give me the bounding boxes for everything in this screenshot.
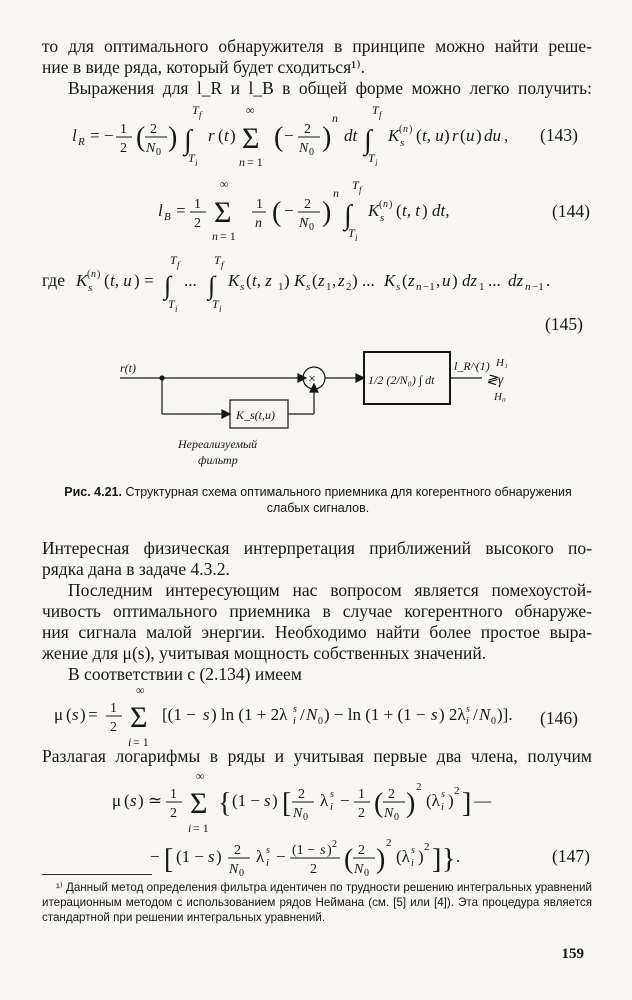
text-line: ние в виде ряда, который будет сходиться¹⁾. (42, 57, 366, 77)
svg-text:−: − (150, 847, 160, 866)
svg-text:i: i (188, 821, 192, 835)
equation-number-145: (145) (545, 314, 583, 334)
multiplier-symbol: × (308, 372, 316, 387)
svg-text:i: i (375, 158, 378, 168)
equation-147 (110, 770, 550, 882)
svg-text:= 1: = 1 (220, 229, 236, 243)
svg-text:z: z (408, 271, 415, 290)
svg-text:): ) (418, 847, 424, 866)
svg-text:): ) (352, 271, 358, 290)
svg-text:1: 1 (326, 281, 332, 293)
svg-text:s: s (264, 791, 271, 810)
svg-text:2: 2 (298, 787, 305, 802)
svg-text:.: . (546, 271, 551, 290)
svg-text:z: z (318, 271, 325, 290)
svg-text:1: 1 (278, 281, 284, 293)
svg-text:T: T (352, 178, 359, 192)
svg-text:T: T (214, 253, 221, 267)
svg-text:∫: ∫ (164, 271, 172, 300)
svg-text:(λ: (λ (426, 791, 440, 810)
input-label: r(t) (120, 361, 136, 375)
svg-text:=: = (176, 201, 186, 220)
svg-text:): ) (80, 705, 86, 724)
svg-text:i: i (466, 716, 469, 727)
figure-caption (62, 484, 574, 516)
svg-text:(: ( (66, 705, 72, 724)
svg-text:n: n (255, 216, 262, 231)
svg-text:.: . (456, 847, 461, 866)
svg-text:t: t (224, 126, 229, 145)
svg-text:0: 0 (309, 147, 314, 158)
svg-text:(: ( (379, 199, 383, 210)
svg-text:(: ( (396, 201, 402, 220)
svg-text:=: = (88, 705, 98, 724)
svg-text:K: K (384, 271, 396, 290)
text-line: чивость оптимального приемника в случае когерентного обнаруже- (42, 601, 592, 621)
svg-text:= −: = − (90, 126, 114, 145)
svg-text:2: 2 (346, 281, 352, 293)
svg-text:2: 2 (170, 806, 177, 821)
svg-text:∞: ∞ (136, 684, 145, 697)
svg-text:r: r (208, 126, 215, 145)
paragraph-interpretation (42, 538, 592, 580)
svg-text:0: 0 (309, 222, 314, 233)
svg-text:i: i (219, 304, 222, 314)
svg-text:N: N (299, 141, 309, 156)
svg-text:B: B (164, 211, 171, 223)
svg-text:{: { (218, 788, 232, 819)
output-label: l_R^(1) (454, 359, 490, 373)
svg-text:−: − (284, 201, 294, 220)
svg-text:T: T (168, 297, 175, 311)
svg-text:t, u: t, u (110, 271, 132, 290)
svg-text:Σ: Σ (130, 701, 148, 734)
equation-number-144: (144) (552, 201, 590, 221)
svg-text:2: 2 (454, 785, 460, 797)
svg-text:): ) (284, 271, 290, 290)
text-line: Последним интересующим нас вопросом является помехоустой- (68, 580, 592, 600)
svg-text:/: / (300, 705, 305, 724)
svg-text:i: i (441, 802, 444, 813)
svg-text:2: 2 (194, 216, 201, 231)
svg-text:)].: )]. (497, 705, 513, 724)
svg-text:Σ: Σ (242, 122, 260, 155)
svg-text:2: 2 (386, 837, 392, 849)
integrator-label: 1/2 (2/N₀) ∫ dt (368, 373, 435, 387)
decision-h0: H₀ (494, 391, 506, 403)
svg-text:s: s (396, 281, 401, 293)
equation-144 (150, 176, 470, 252)
svg-text:0: 0 (364, 868, 369, 879)
svg-text:n: n (332, 111, 338, 125)
svg-text:(: ( (124, 791, 130, 810)
paragraph-continuation (42, 36, 592, 78)
text-line: Разлагая логарифмы в ряды и учитывая первые два члена, получим (42, 746, 592, 766)
svg-text:s: s (88, 282, 93, 294)
svg-text:1: 1 (120, 122, 127, 137)
svg-text:n: n (333, 186, 339, 200)
svg-text:): ) (422, 201, 428, 220)
svg-text:): ) (409, 124, 413, 135)
svg-text:(: ( (104, 271, 110, 290)
svg-text:0: 0 (303, 812, 308, 823)
text-line: жение для μ(s), учитывая мощность собственных значений. (42, 643, 487, 663)
svg-text:,: , (332, 271, 337, 290)
svg-text:∞: ∞ (246, 103, 255, 117)
svg-text:): ) (230, 126, 236, 145)
svg-text:λ: λ (256, 847, 265, 866)
svg-text:1: 1 (194, 197, 201, 212)
svg-text:2: 2 (358, 843, 365, 858)
svg-text:...: ... (362, 271, 375, 290)
svg-text:(: ( (374, 788, 384, 819)
svg-text:): ) (322, 197, 332, 228)
svg-text:T: T (368, 151, 375, 165)
svg-text:∫: ∫ (208, 271, 216, 300)
svg-text:T: T (348, 226, 355, 240)
svg-text:}: } (442, 844, 456, 875)
svg-text:i: i (411, 858, 414, 869)
svg-text:0: 0 (318, 716, 323, 727)
svg-text:du: du (484, 126, 501, 145)
svg-text:(: ( (87, 269, 91, 280)
svg-text:i: i (195, 158, 198, 168)
svg-text:2: 2 (358, 806, 365, 821)
svg-text:T: T (372, 103, 379, 117)
svg-text:t, t: t, t (402, 201, 420, 220)
svg-text:f: f (221, 260, 224, 270)
svg-text:s: s (441, 789, 445, 800)
svg-text:t, z: t, z (252, 271, 272, 290)
paragraph-expressions-intro (42, 78, 592, 99)
svg-text:s: s (330, 789, 334, 800)
footnote-text: Данный метод определения фильтра идентичен по трудности решению интегральных уравнений итерационным методом с использованием рядов Неймана (см. [5] или [4]). Эта процедура является стандартной при решении интегральных уравнений. (42, 881, 592, 924)
svg-text:−: − (276, 847, 286, 866)
svg-text:2: 2 (416, 781, 422, 793)
paragraph-according-to: В соответствии с (2.134) имеем (68, 664, 302, 684)
svg-text:T: T (192, 103, 199, 117)
svg-text:(: ( (218, 126, 224, 145)
svg-text:0: 0 (491, 716, 496, 727)
svg-text:(: ( (272, 197, 282, 228)
svg-text:) 2λ: ) 2λ (439, 705, 466, 724)
svg-text:t, u: t, u (422, 126, 444, 145)
svg-text:N: N (299, 216, 309, 231)
svg-text:μ: μ (54, 705, 64, 724)
equation-number-146: (146) (540, 708, 578, 728)
svg-text:): ) (97, 269, 101, 280)
text-line: то для оптимального обнаружителя в принципе можно найти реше- (42, 36, 592, 56)
svg-text:N: N (479, 705, 491, 724)
svg-text:) ≃: ) ≃ (138, 791, 163, 810)
text-line: ния сигнала малой энергии. Необходимо найти более простое выра- (42, 622, 592, 642)
svg-text:T: T (212, 297, 219, 311)
footnote (42, 880, 592, 925)
svg-text:T: T (170, 253, 177, 267)
svg-text:T: T (188, 151, 195, 165)
svg-text:2: 2 (304, 197, 311, 212)
svg-text:∫: ∫ (344, 200, 352, 231)
svg-text:∫: ∫ (364, 125, 372, 156)
svg-text:−: − (284, 126, 294, 145)
svg-text:Σ: Σ (214, 196, 232, 229)
svg-text:f: f (379, 110, 382, 120)
svg-text:N: N (384, 806, 394, 821)
svg-text:N: N (229, 862, 239, 877)
footnote-marker: ¹⁾ (56, 881, 63, 894)
svg-text:−: − (340, 791, 350, 810)
svg-text:): ) (322, 122, 332, 153)
svg-text:= 1: = 1 (193, 821, 209, 835)
svg-text:dt,: dt, (432, 201, 450, 220)
text-line: рядка дана в задаче 4.3.2. (42, 559, 230, 579)
svg-text:=: = (144, 271, 154, 290)
svg-text:0: 0 (239, 868, 244, 879)
svg-text:s: s (130, 791, 137, 810)
svg-text:u: u (466, 126, 475, 145)
svg-text:]: ] (432, 844, 442, 875)
svg-text:...: ... (488, 271, 501, 290)
svg-text:2: 2 (388, 787, 395, 802)
svg-text:(1 −: (1 − (292, 843, 316, 858)
svg-text:): ) (327, 843, 332, 858)
footnote-rule (42, 874, 152, 875)
filter-label: K_s(t,u) (236, 408, 275, 422)
svg-text:0: 0 (394, 812, 399, 823)
svg-text:]: ] (462, 788, 472, 819)
svg-text:n: n (403, 124, 408, 135)
svg-text:Σ: Σ (190, 787, 208, 820)
svg-text:s: s (431, 705, 438, 724)
svg-text:K: K (76, 271, 88, 290)
svg-text:): ) (376, 844, 386, 875)
paragraph-noise-immunity (42, 580, 592, 664)
svg-text:= 1: = 1 (247, 155, 263, 169)
svg-text:∞: ∞ (220, 177, 229, 191)
svg-text:2: 2 (150, 122, 157, 137)
svg-text:s: s (203, 705, 210, 724)
svg-text:1: 1 (170, 787, 177, 802)
equation-number-147: (147) (552, 846, 590, 866)
page-number: 159 (561, 946, 584, 962)
svg-text:i: i (266, 858, 269, 869)
svg-text:s: s (380, 212, 385, 224)
equation-146 (42, 684, 542, 754)
svg-text:(: ( (416, 126, 422, 145)
svg-text:i: i (175, 304, 178, 314)
svg-text:K: K (368, 201, 380, 220)
svg-text:dz: dz (462, 271, 478, 290)
svg-text:2: 2 (120, 141, 127, 156)
svg-text:μ: μ (112, 791, 122, 810)
svg-text:1: 1 (479, 281, 485, 293)
svg-text:= 1: = 1 (133, 735, 149, 749)
svg-text:2: 2 (424, 841, 430, 853)
svg-text:(: ( (136, 122, 146, 153)
svg-text:(: ( (402, 271, 408, 290)
equation-number-143: (143) (540, 125, 578, 145)
svg-text:s: s (411, 845, 415, 856)
svg-text:s: s (240, 281, 245, 293)
equation-143 (42, 100, 562, 180)
figure-caption-text: Структурная схема оптимального приемника для когерентного обнаружения слабых сигналов. (125, 485, 572, 515)
svg-text:2: 2 (234, 843, 241, 858)
svg-text:): ) (452, 271, 458, 290)
decision-h1: H₁ (496, 357, 508, 369)
svg-text:): ) (168, 122, 178, 153)
svg-text:2: 2 (304, 122, 311, 137)
svg-text:1: 1 (358, 787, 365, 802)
svg-text:i: i (128, 735, 132, 749)
equation-145 (74, 252, 594, 322)
svg-text:z: z (338, 271, 345, 290)
svg-text:s: s (72, 705, 79, 724)
text-line: Интересная физическая интерпретация приближений высокого по- (42, 538, 592, 558)
svg-text:/: / (473, 705, 478, 724)
svg-text:i: i (330, 802, 333, 813)
svg-text:): ) (476, 126, 482, 145)
svg-text:−1: −1 (532, 281, 544, 293)
svg-text:[: [ (164, 844, 174, 875)
svg-text:K: K (294, 271, 306, 290)
svg-text:n: n (91, 269, 96, 280)
filter-caption-line2: фильтр (198, 453, 238, 467)
where-label: где (42, 270, 65, 290)
svg-text:s: s (306, 281, 311, 293)
svg-text:∫: ∫ (184, 125, 192, 156)
svg-text:∞: ∞ (196, 770, 205, 783)
svg-text:f: f (199, 110, 202, 120)
svg-text:n: n (239, 155, 245, 169)
svg-text:(: ( (246, 271, 252, 290)
svg-text:i: i (293, 716, 296, 727)
svg-text:(1 −: (1 − (232, 791, 260, 810)
svg-text:i: i (355, 233, 358, 243)
svg-text:(: ( (399, 124, 403, 135)
svg-text:(: ( (344, 844, 354, 875)
svg-text:dz: dz (508, 271, 524, 290)
svg-text:[: [ (282, 788, 292, 819)
svg-text:1: 1 (110, 701, 117, 716)
svg-text:(: ( (274, 122, 284, 153)
svg-text:): ) (406, 788, 416, 819)
svg-text:N: N (306, 705, 318, 724)
svg-text:λ: λ (320, 791, 329, 810)
svg-text:): ) (448, 791, 454, 810)
svg-text:K: K (388, 126, 400, 145)
svg-text:s: s (208, 847, 215, 866)
svg-text:u: u (442, 271, 451, 290)
svg-text:—: — (474, 791, 491, 810)
svg-text:s: s (466, 704, 470, 715)
svg-text:(: ( (312, 271, 318, 290)
svg-text:(1 −: (1 − (176, 847, 204, 866)
svg-text:n: n (383, 199, 388, 210)
svg-text:1: 1 (256, 197, 263, 212)
svg-text:...: ... (184, 271, 197, 290)
svg-text:2: 2 (110, 720, 117, 735)
svg-text:N: N (293, 806, 303, 821)
svg-text:f: f (359, 185, 362, 195)
svg-text:K: K (228, 271, 240, 290)
svg-text:,: , (504, 126, 509, 145)
figure-number: Рис. 4.21. (64, 485, 122, 499)
svg-text:N: N (146, 141, 156, 156)
svg-text:) ln (1 + 2λ: ) ln (1 + 2λ (211, 705, 288, 724)
svg-text:): ) (444, 126, 450, 145)
svg-text:n: n (525, 281, 531, 293)
svg-text:R: R (78, 136, 85, 148)
svg-text:f: f (177, 260, 180, 270)
svg-text:n: n (416, 281, 422, 293)
svg-text:s: s (266, 845, 270, 856)
svg-text:): ) (272, 791, 278, 810)
svg-text:s: s (320, 843, 326, 858)
svg-text:l: l (72, 126, 77, 145)
svg-text:s: s (400, 137, 405, 149)
text-line: Выражения для l_R и l_B в общей форме можно легко получить: (68, 78, 592, 98)
svg-text:(λ: (λ (396, 847, 410, 866)
svg-text:) − ln (1 + (1 −: ) − ln (1 + (1 − (324, 705, 426, 724)
svg-text:dt: dt (344, 126, 358, 145)
svg-text:(: ( (460, 126, 466, 145)
figure-block-diagram (110, 342, 530, 478)
svg-text:): ) (216, 847, 222, 866)
svg-text:−1: −1 (423, 281, 435, 293)
svg-text:s: s (293, 704, 297, 715)
filter-caption-line1: Нереализуемый (178, 437, 258, 451)
svg-text:l: l (158, 201, 163, 220)
svg-text:2: 2 (310, 862, 317, 877)
svg-text:0: 0 (156, 147, 161, 158)
svg-text:): ) (134, 271, 140, 290)
paragraph-expansion (42, 746, 592, 767)
svg-text:N: N (354, 862, 364, 877)
decision-gamma: ≷γ (486, 373, 504, 388)
svg-text:2: 2 (332, 839, 337, 850)
svg-text:,: , (436, 271, 441, 290)
svg-text:r: r (452, 126, 459, 145)
svg-text:[(1 −: [(1 − (162, 705, 196, 724)
svg-text:): ) (389, 199, 393, 210)
svg-text:n: n (212, 229, 218, 243)
